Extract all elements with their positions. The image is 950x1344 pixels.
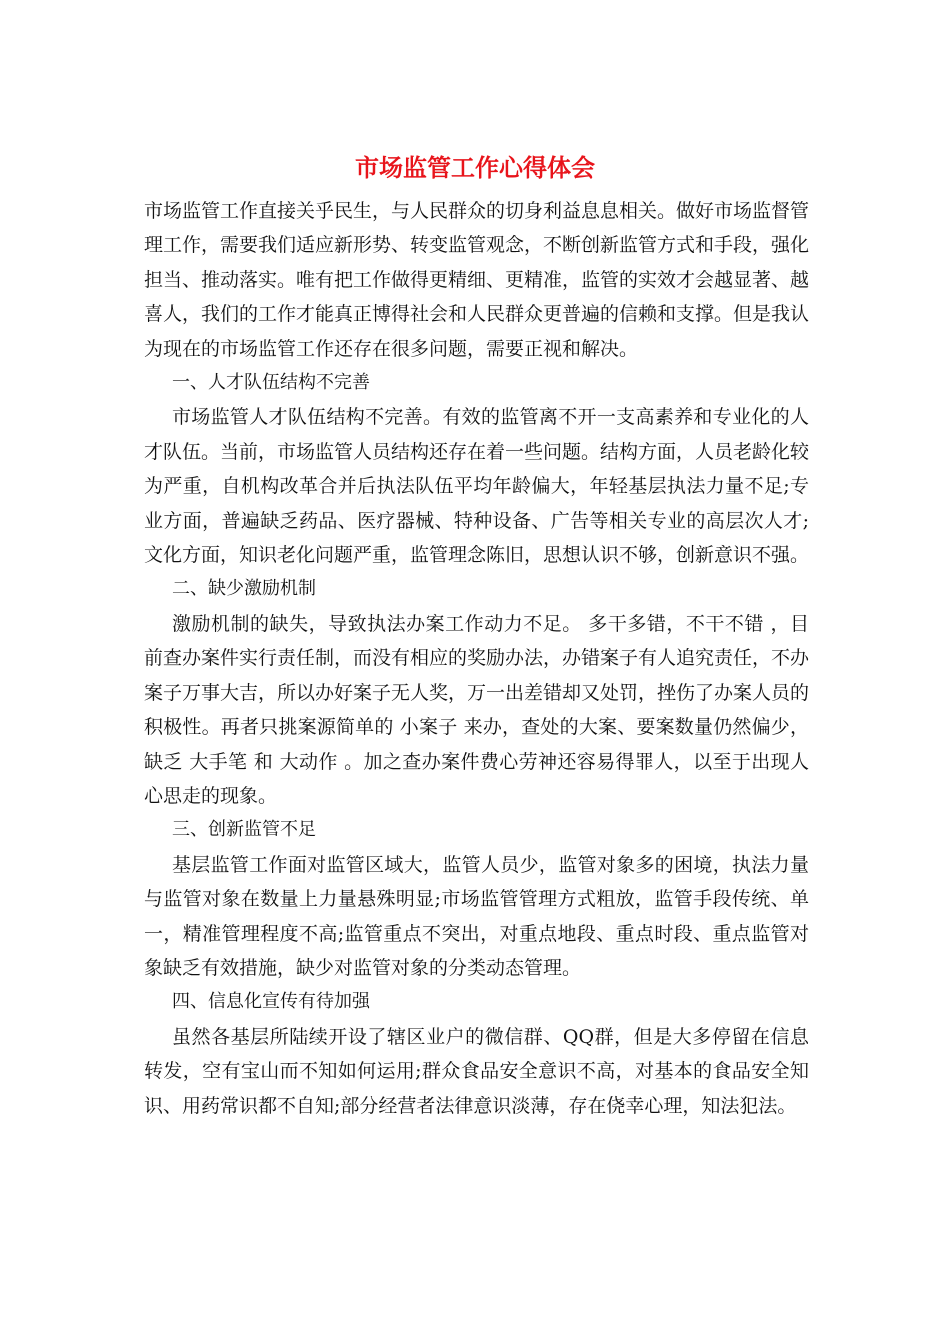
section-paragraph-3: 基层监管工作面对监管区域大，监管人员少，监管对象多的困境，执法力量与监管对象在数量上力量悬殊明显;市场监管管理方式粗放，监管手段传统、单一，精准管理程度不高;监管重点不突出，对重点地段、重点时段、重点监管对象缺乏有效措施，缺少对监管对象的分类动态管理。 <box>144 853 809 979</box>
document-title: 市场监管工作心得体会 <box>355 153 595 182</box>
section-heading-4: 四、信息化宣传有待加强 <box>172 991 370 1013</box>
intro-paragraph: 市场监管工作直接关乎民生，与人民群众的切身利益息息相关。做好市场监督管理工作，需要我们适应新形势、转变监管观念，不断创新监管方式和手段，强化担当、推动落实。唯有把工作做得更精细、更精准，监管的实效才会越显著、越喜人，我们的工作才能真正博得社会和人民群众更普遍的信赖和支撑。但是我认为现在的市场监管工作还存在很多问题，需要正视和解决。 <box>144 200 810 360</box>
section-heading-3: 三、创新监管不足 <box>172 819 316 841</box>
section-heading-2: 二、缺少激励机制 <box>172 578 316 600</box>
document-body <box>144 194 809 1123</box>
section-heading-1: 一、人才队伍结构不完善 <box>172 372 370 394</box>
section-paragraph-1: 市场监管人才队伍结构不完善。有效的监管离不开一支高素养和专业化的人才队伍。当前，市场监管人员结构还存在着一些问题。结构方面，人员老龄化较为严重，自机构改革合并后执法队伍平均年龄偏大，年轻基层执法力量不足;专业方面，普遍缺乏药品、医疗器械、特种设备、广告等相关专业的高层次人才;文化方面，知识老化问题严重，监管理念陈旧，思想认识不够，创新意识不强。 <box>144 406 810 567</box>
section-paragraph-2: 激励机制的缺失，导致执法办案工作动力不足。 多干多错，不干不错 ，目前查办案件实行责任制，而没有相应的奖励办法，办错案子有人追究责任，不办案子万事大吉，所以办好案子无人奖，万一出差错却又处罚，挫伤了办案人员的积极性。再者只挑案源简单的 小案子 来办，查处的大案、要案数量仍然偏少，缺乏 大手笔 和 大动作 。加之查办案件费心劳神还容易得罪人，以至于出现人心思走的现象。 <box>144 612 810 807</box>
section-paragraph-4: 虽然各基层所陆续开设了辖区业户的微信群、QQ群，但是大多停留在信息转发，空有宝山而不知如何运用;群众食品安全意识不高，对基本的食品安全知识、用药常识都不自知;部分经营者法律意识淡薄，存在侥幸心理，知法犯法。 <box>144 1025 809 1117</box>
